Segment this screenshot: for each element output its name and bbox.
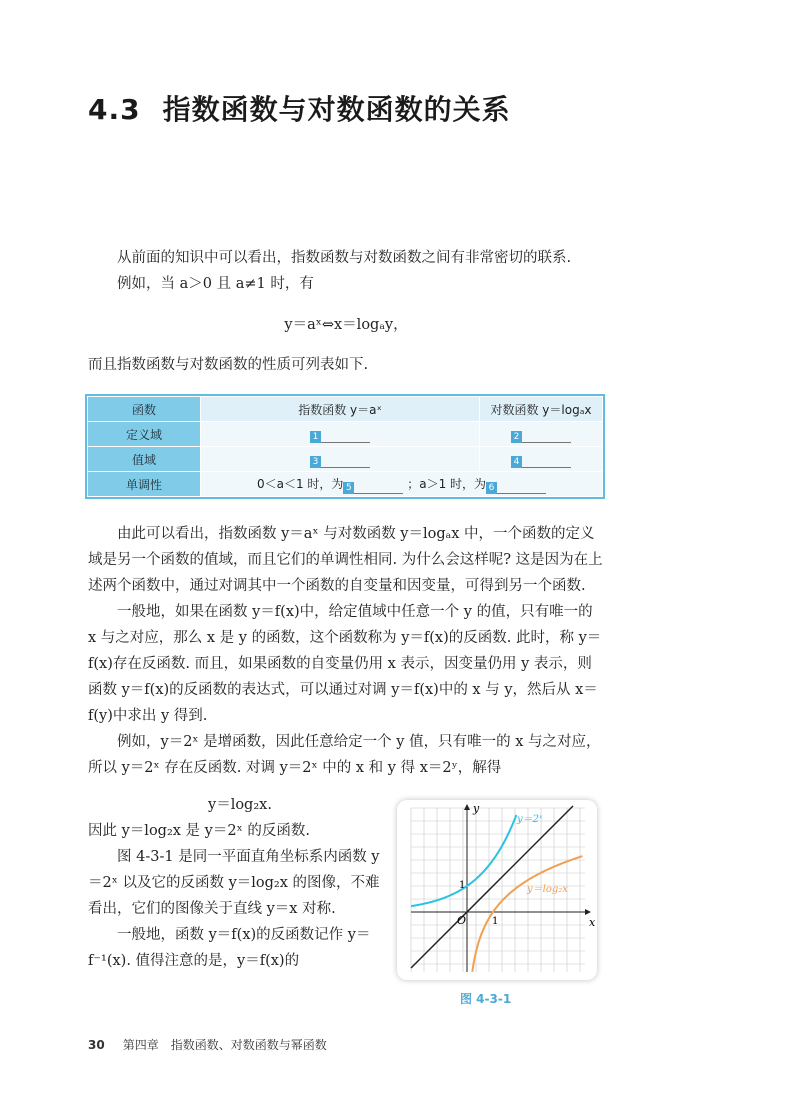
answer-blank-cell [480,447,603,472]
row-label: 定义域 [88,422,201,447]
table-header-cell: 指数函数 y＝aˣ [201,397,480,422]
y-axis-arrow-icon [464,804,470,810]
blank-number-badge: 3 [310,456,321,468]
section-heading [88,88,511,128]
answer-blank[interactable] [310,453,370,468]
tick-label-y: 1 [459,880,466,891]
paragraph: 由此可以看出，指数函数 y＝aˣ 与对数函数 y＝logₐx 中，一个函数的定义域是另一个函数的值域，而且它们的单调性相同. 为什么会这样呢? 这是因为在上述两个函数中，通过对调其中一个函数的自变量和因变量，可得到另一个函数. [88,526,603,594]
table-header-cell: 对数函数 y＝logₐx [480,397,603,422]
paragraph: 图 4-3-1 是同一平面直角坐标系内函数 y＝2ˣ 以及它的反函数 y＝log₂x 的图像，不难看出，它们的图像关于直线 y＝x 对称. [88,849,380,917]
section-title: 指数函数与对数函数的关系 [162,93,511,126]
blank-number-badge: 1 [310,431,321,443]
tick-label-x: 1 [492,916,499,927]
curve-label-logarithm: y＝log₂x [527,884,568,895]
answer-blank[interactable] [343,479,403,494]
intro-line1: 从前面的知识中可以看出，指数函数与对数函数之间有非常密切的联系. [117,250,572,266]
x-axis-arrow-icon [585,909,591,915]
row-label: 值域 [88,447,201,472]
chapter-title: 第四章 指数函数、对数函数与幂函数 [122,1038,327,1052]
table-row [88,422,603,447]
intro-line3: 而且指数函数与对数函数的性质可列表如下. [88,357,369,373]
blank-number-badge: 6 [486,482,497,494]
answer-blank[interactable] [310,428,370,443]
table-row [88,472,603,497]
blank-number-badge: 5 [343,482,354,494]
origin-label: O [457,914,467,927]
formula-line: y＝log₂x. [208,797,272,813]
table-header-cell: 函数 [88,397,201,422]
intro-line2: 例如，当 a＞0 且 a≠1 时，有 [117,276,314,292]
answer-blank[interactable] [511,453,571,468]
table-header-row [88,397,603,422]
figure-caption: 图 4-3-1 [460,992,512,1006]
answer-blank-cell [480,422,603,447]
row-label: 单调性 [88,472,201,497]
answer-blank-cell [201,422,480,447]
graph-svg [397,800,597,980]
answer-blank[interactable] [486,479,546,494]
blank-number-badge: 2 [511,431,522,443]
curve-label-exponential: y＝2ˣ [517,814,543,825]
answer-blank-cell [201,447,480,472]
page-footer [88,1036,327,1053]
paragraph: 例如，y＝2ˣ 是增函数，因此任意给定一个 y 值，只有唯一的 x 与之对应，所以 y＝2ˣ 存在反函数. 对调 y＝2ˣ 中的 x 和 y 得 x＝2ʸ，解得 [88,734,601,776]
blank-number-badge: 4 [511,456,522,468]
monotonicity-cell [201,472,603,497]
properties-table [87,396,603,497]
axis-label-y: y [473,802,480,815]
curve-exponential [411,815,516,906]
paragraph: 因此 y＝log₂x 是 y＝2ˣ 的反函数. [88,823,310,839]
paragraph: 一般地，函数 y＝f(x)的反函数记作 y＝f⁻¹(x). 值得注意的是，y＝f(x)的 [88,927,371,969]
table-row [88,447,603,472]
answer-blank[interactable] [511,428,571,443]
side-text-block [88,792,388,974]
section-number: 4.3 [88,93,141,126]
intro-formula: y＝aˣ⇔x＝logₐy， [284,316,408,333]
mono-text: ；a＞1 时，为 [407,476,487,491]
mono-text: 0＜a＜1 时，为 [256,476,344,491]
page-number: 30 [88,1038,105,1052]
function-graph-figure [397,800,597,980]
paragraph: 一般地，如果在函数 y＝f(x)中，给定值域中任意一个 y 的值，只有唯一的 x 与之对应，那么 x 是 y 的函数，这个函数称为 y＝f(x)的反函数. 此时，称 y＝f(x)存在反函数. 而且，如果函数的自变量仍用 x 表示，因变量仍用 y 表示，则函数 y＝f(x)的反函数的表达式，可以通过对调 y＝f(x)中的 x 与 y，然后从 x＝f(y)中求出 y 得到. [88,604,602,724]
intro-block [88,245,604,378]
axis-label-x: x [589,916,596,929]
body-block [88,521,604,781]
